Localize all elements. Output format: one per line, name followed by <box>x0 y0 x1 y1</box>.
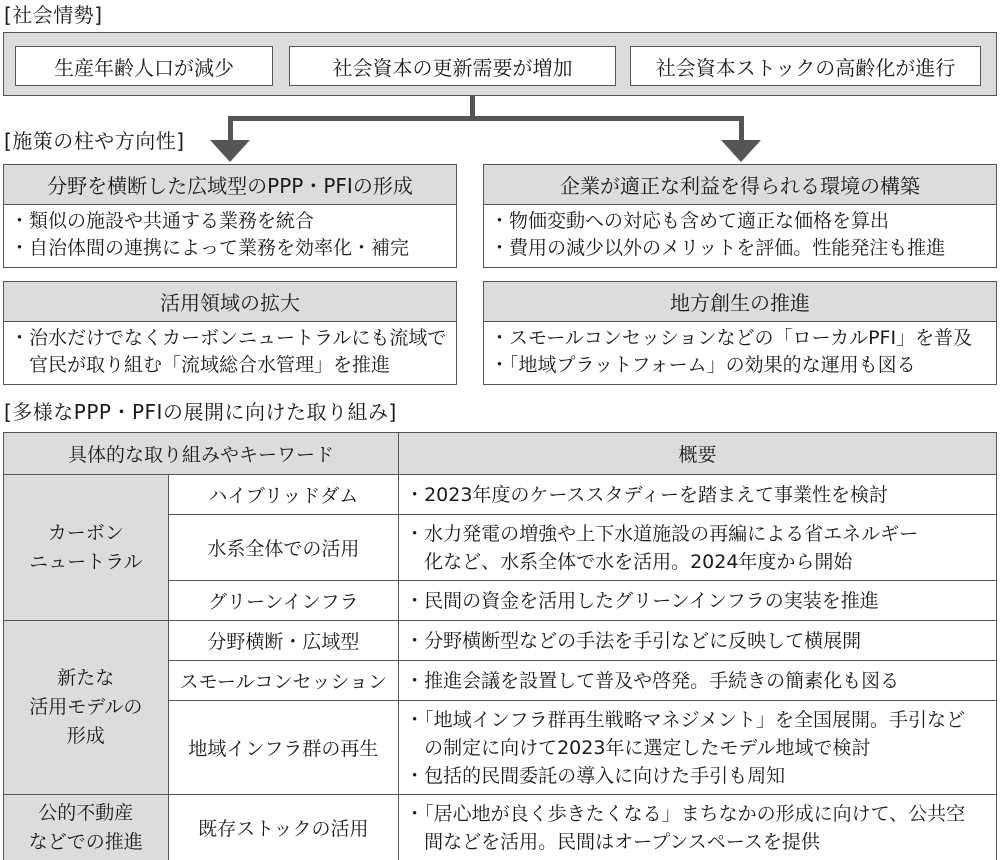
table-row <box>4 621 997 661</box>
policy-line: ・費用の減少以外のメリットを評価。性能発注も推進 <box>490 237 946 259</box>
policy-title: 活用領域の拡大 <box>4 282 456 322</box>
table-header-row <box>4 433 997 475</box>
summary-cell <box>399 661 997 701</box>
keyword-cell: 水系全体での活用 <box>168 515 398 581</box>
category-line: 新たな <box>57 667 115 689</box>
keyword-cell: 分野横断・広域型 <box>168 621 398 661</box>
policy-title: 企業が適正な利益を得られる環境の構築 <box>484 165 996 205</box>
arrow-down-left-icon <box>210 140 250 162</box>
summary-cell <box>399 701 997 795</box>
category-carbon-neutral <box>4 475 169 621</box>
summary-line: ・「地域インフラ群再生戦略マネジメント」を全国展開。手引など <box>405 708 965 731</box>
initiatives-heading: [多様なPPP・PFIの展開に向けた取り組み] <box>4 400 397 424</box>
column-header-keyword: 具体的な取り組みやキーワード <box>4 433 399 475</box>
policy-box-regional-revitalization <box>483 281 997 385</box>
policy-box-fair-profit <box>483 164 997 268</box>
keyword-cell: 既存ストックの活用 <box>168 795 398 860</box>
arrow-down-right-icon <box>721 140 761 162</box>
keyword-cell: 地域インフラ群の再生 <box>168 701 398 795</box>
category-line: などでの推進 <box>28 830 143 853</box>
category-public-real-estate <box>4 795 169 860</box>
situation-item-renewal-demand: 社会資本の更新需要が増加 <box>289 46 616 86</box>
policy-line: ・「地域プラットフォーム」の効果的な運用も図る <box>490 354 916 376</box>
policy-line: ・スモールコンセッションなどの「ローカルPFI」を普及 <box>490 327 973 349</box>
summary-line: ・2023年度のケーススタディーを踏まえて事業性を検討 <box>405 483 888 506</box>
initiatives-table <box>3 432 997 860</box>
situation-item-population: 生産年齢人口が減少 <box>15 46 273 86</box>
category-line: 形成 <box>66 725 105 747</box>
policy-box-cross-sector <box>3 164 457 268</box>
policy-line: ・自治体間の連携によって業務を効率化・補完 <box>10 237 410 259</box>
keyword-cell: ハイブリッドダム <box>168 475 398 515</box>
summary-line: 化など、水系全体で水を活用。2024年度から開始 <box>405 550 853 573</box>
summary-line: ・包括的民間委託の導入に向けた手引も周知 <box>405 764 786 787</box>
connector-bar <box>228 116 744 121</box>
keyword-cell: グリーンインフラ <box>168 581 398 621</box>
policy-line: 官民が取り組む「流域総合水管理」を推進 <box>10 354 391 376</box>
keyword-cell: スモールコンセッション <box>168 661 398 701</box>
column-header-summary: 概要 <box>399 433 997 475</box>
summary-cell <box>399 621 997 661</box>
category-line: ニュートラル <box>29 550 143 573</box>
summary-cell <box>399 795 997 860</box>
connector-stem <box>470 96 475 118</box>
policy-line: ・類似の施設や共通する業務を統合 <box>10 210 315 232</box>
situation-item-aging-stock: 社会資本ストックの高齢化が進行 <box>630 46 981 86</box>
table-row <box>4 795 997 860</box>
summary-cell <box>399 581 997 621</box>
policy-title: 地方創生の推進 <box>484 282 996 322</box>
connector-left-drop <box>228 116 233 142</box>
social-situation-box <box>3 32 997 96</box>
social-heading: [社会情勢] <box>4 3 103 27</box>
summary-line: ・分野横断型などの手法を手引などに反映して横展開 <box>405 629 862 652</box>
connector-right-drop <box>739 116 744 142</box>
summary-line: 間などを活用。民間はオープンスペースを提供 <box>405 830 820 853</box>
category-line: 活用モデルの <box>29 696 143 718</box>
policy-box-expand-scope <box>3 281 457 385</box>
policy-heading: [施策の柱や方向性] <box>4 129 185 153</box>
policy-line: ・物価変動への対応も含めて適正な価格を算出 <box>490 210 890 232</box>
summary-line: の制定に向けて2023年に選定したモデル地域で検討 <box>405 736 871 759</box>
summary-line: ・推進会議を設置して普及や啓発。手続きの簡素化も図る <box>405 669 900 692</box>
policy-line: ・治水だけでなくカーボンニュートラルにも流域で <box>10 327 447 349</box>
summary-cell <box>399 475 997 515</box>
category-line: カーボン <box>47 521 124 544</box>
summary-line: ・民間の資金を活用したグリーンインフラの実装を推進 <box>405 589 879 612</box>
summary-line: ・水力発電の増強や上下水道施設の再編による省エネルギー <box>405 522 919 545</box>
category-line: 公的不動産 <box>38 801 134 824</box>
table-row <box>4 475 997 515</box>
summary-line: ・「居心地が良く歩きたくなる」まちなかの形成に向けて、公共空 <box>405 802 966 825</box>
summary-cell <box>399 515 997 581</box>
category-new-models <box>4 621 169 795</box>
policy-title: 分野を横断した広域型のPPP・PFIの形成 <box>4 165 456 205</box>
